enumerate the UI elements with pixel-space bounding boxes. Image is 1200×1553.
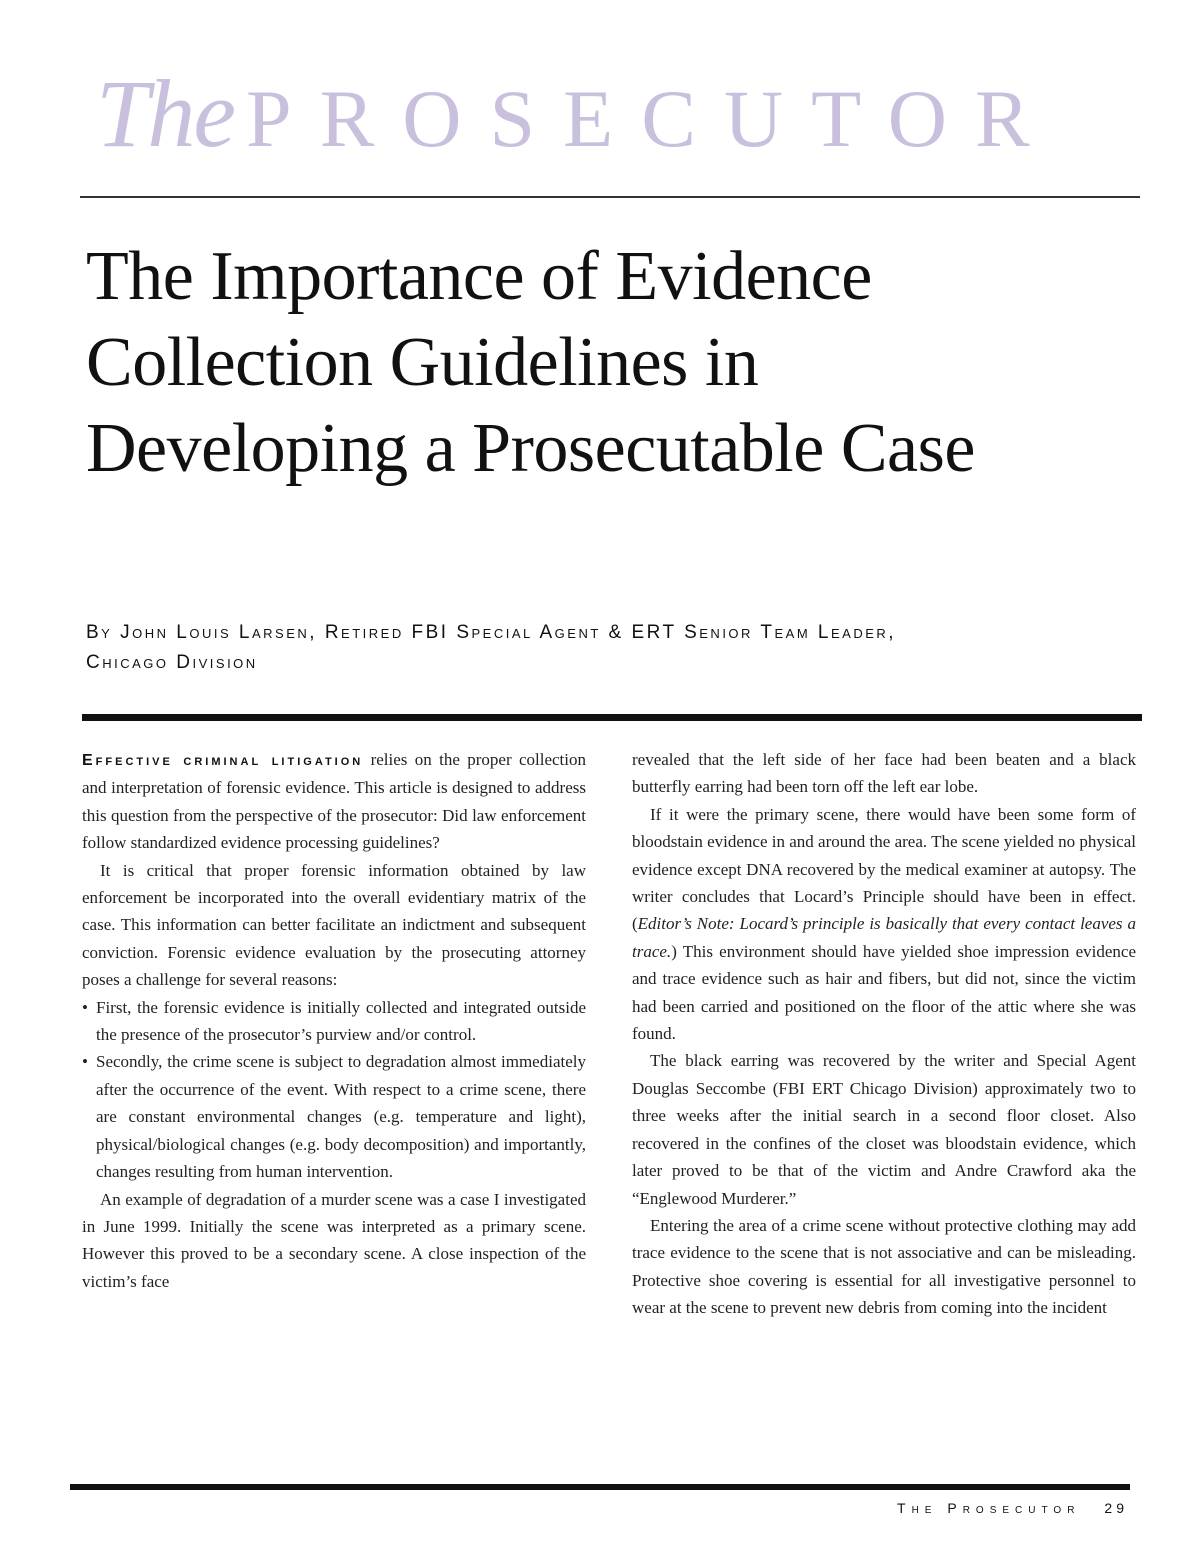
lead-in: Effective criminal litigation [82,752,364,769]
section-divider [82,714,1142,721]
masthead-the: The [96,60,234,167]
byline [86,618,1146,678]
header-rule [80,196,1140,198]
list-item: • First, the forensic evidence is initially collected and integrated outside the presence of the prosecutor’s purview and/or control. [82,994,586,1049]
paragraph: The black earring was recovered by the writer and Special Agent Douglas Seccombe (FBI ERT Chicago Division) approximately two to three weeks after the initial search in a second floor closet. Also recovered in the confines of the closet was bloodstain evidence, which later proved to be that of the victim and Andre Crawford aka the “Englewood Murderer.” [632,1051,1136,1208]
left-column [82,746,586,1295]
bullet-list [82,994,586,1186]
title-line: The Importance of Evidence [86,238,872,315]
paragraph: If it were the primary scene, there would have been some form of bloodstain evidence in and around the area. The scene yielded no physical evidence except DNA recovered by the medical examiner at autopsy. The writer concludes that Locard’s Principle should have been in effect. (Editor’s Note: Locard’s principle is basically that every contact leaves a trace.) This environment should have yielded shoe impression evidence and trace evidence such as hair and fibers, but did not, since the victim had been carried and positioned on the floor of the attic where she was found. [632,804,1136,1044]
paragraph: Entering the area of a crime scene without protective clothing may add trace evidence to the scene that is not associative and can be misleading. Protective shoe covering is essential for all investigative personnel to wear at the scene to prevent new debris from coming into the incident [632,1215,1136,1318]
bullet-icon: • [82,997,88,1017]
paragraph: revealed that the left side of her face had been beaten and a black butterfly earring had been torn off the left ear lobe. [632,750,1136,797]
footer-publication: The Prosecutor [897,1500,1081,1516]
right-column [632,746,1136,1322]
masthead-logo [96,60,1058,176]
list-item: • Secondly, the crime scene is subject to degradation almost immediately after the occurrence of the event. With respect to a crime scene, there are constant environmental changes (e.g. temperature and light), physical/biological changes (e.g. body decomposition) and importantly, changes resulting from human intervention. [82,1048,586,1185]
editors-note: Editor’s Note: Locard’s principle is basically that every contact leaves a trace. [632,914,1136,961]
paragraph: It is critical that proper forensic information obtained by law enforcement be incorporated into the overall evidentiary matrix of the case. This information can better facilitate an indictment and subsequent conviction. Forensic evidence evaluation by the prosecuting attorney poses a challenge for several reasons: [82,860,586,990]
title-line: Developing a Prosecutable Case [86,410,975,487]
byline-line: By John Louis Larsen, Retired FBI Special Agent & ERT Senior Team Leader, [86,622,897,643]
byline-line: Chicago Division [86,652,258,673]
article-title [86,234,1136,492]
paragraph: Effective criminal litigation relies on the proper collection and interpretation of forensic evidence. This article is designed to address this question from the perspective of the prosecutor: Did law enforcement follow standardized evidence processing guidelines? [82,750,586,853]
title-line: Collection Guidelines in [86,324,759,401]
masthead-prosecutor: PROSECUTOR [246,73,1058,164]
footer-rule [70,1484,1130,1490]
paragraph: An example of degradation of a murder scene was a case I investigated in June 1999. Initially the scene was interpreted as a primary scene. However this proved to be a secondary scene. A close inspection of the victim’s face [82,1189,586,1291]
bullet-icon: • [82,1052,88,1072]
page-number: 29 [1104,1500,1128,1516]
page-footer [897,1500,1128,1516]
